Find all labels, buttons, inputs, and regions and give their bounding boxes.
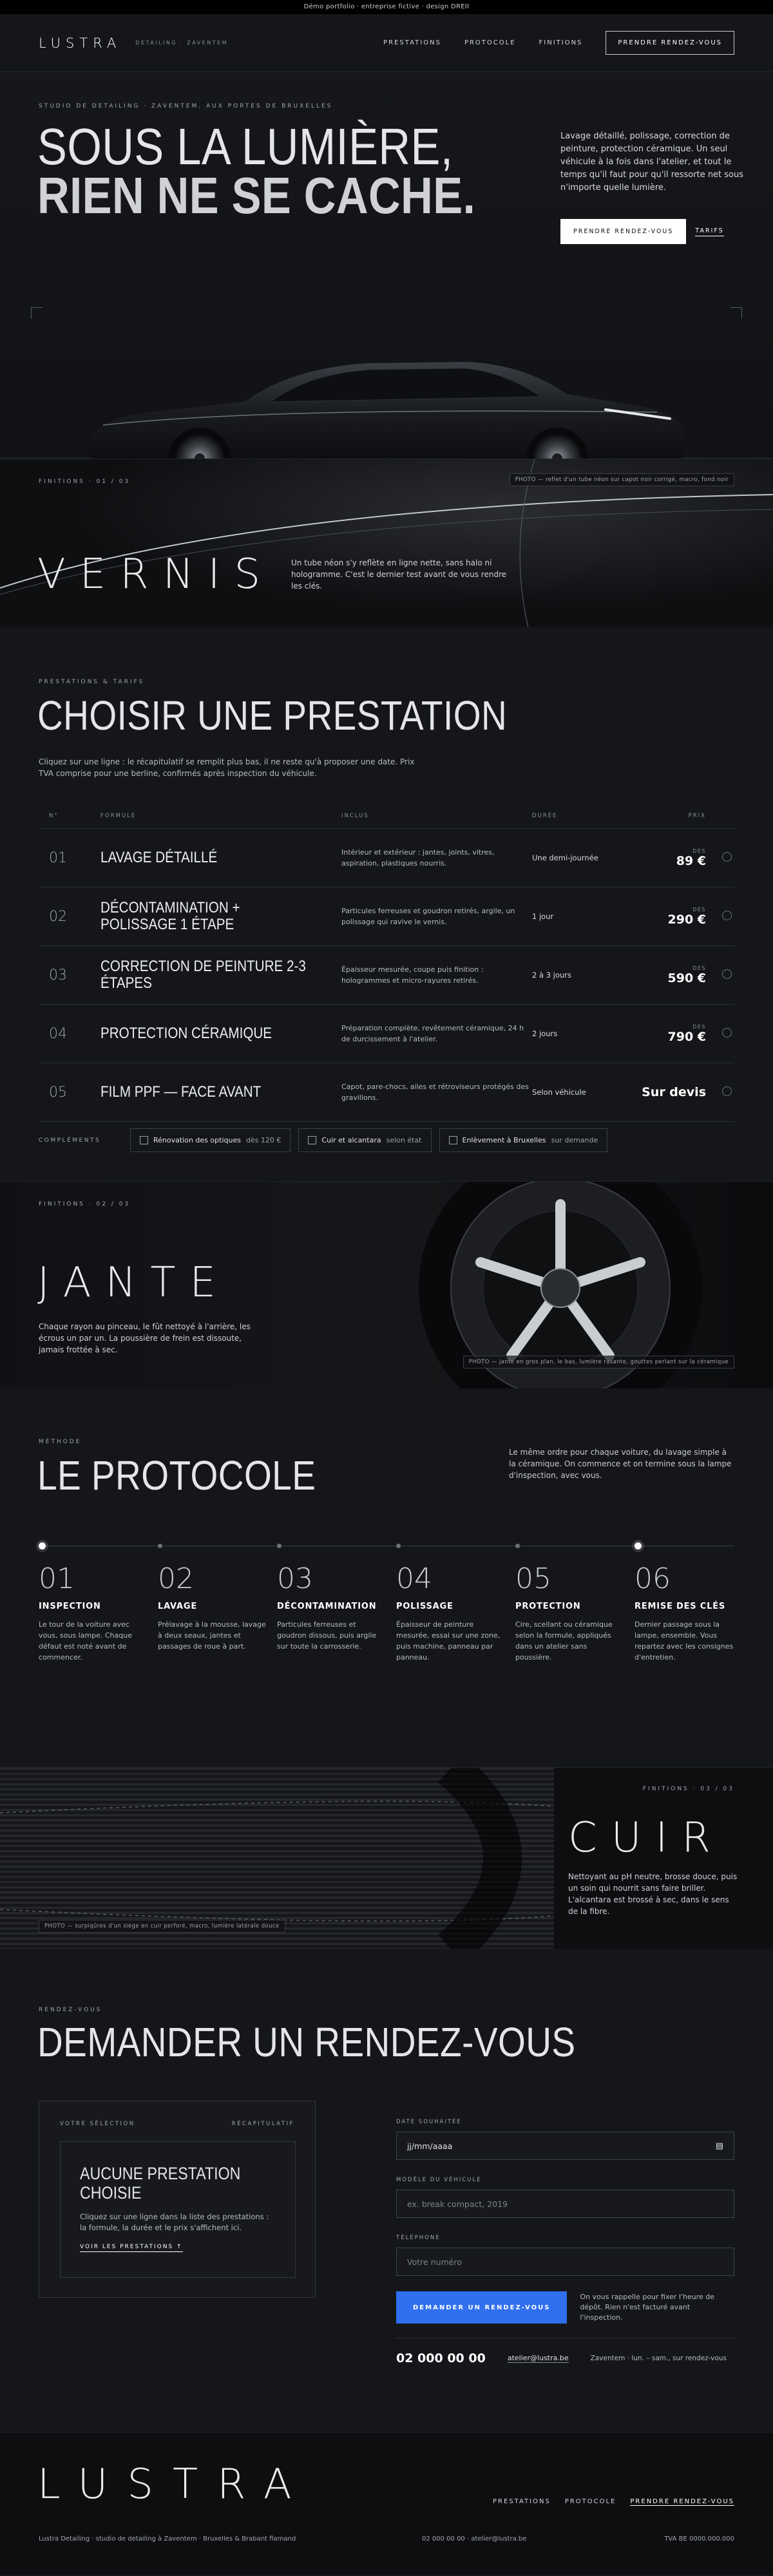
service-row[interactable]	[39, 1063, 734, 1122]
submit-booking-button[interactable]: DEMANDER UN RENDEZ-VOUS	[396, 2291, 567, 2324]
service-name: LAVAGE DÉTAILLÉ	[100, 849, 218, 866]
nav-link-prestations[interactable]: PRESTATIONS	[383, 39, 441, 46]
finish-title: JANTE	[37, 1259, 230, 1307]
price-prefix: DÈS	[692, 848, 706, 854]
step-number: 04	[396, 1562, 432, 1595]
summary-link[interactable]: VOIR LES PRESTATIONS ↑	[80, 2244, 183, 2252]
service-duration: Une demi-journée	[532, 853, 598, 862]
finish-eyebrow: FINITIONS · 01 / 03	[39, 478, 131, 485]
complements-label: COMPLÉMENTS	[39, 1137, 101, 1144]
service-price	[629, 965, 706, 985]
hero-prices-link[interactable]: TARIFS	[695, 227, 723, 236]
steps	[39, 1538, 734, 1663]
service-name: PROTECTION CÉRAMIQUE	[100, 1025, 272, 1042]
complement-label: Enlèvement à Bruxelles	[462, 1136, 546, 1144]
service-included: Épaisseur mesurée, coupe puis finition : hologrammes et micro-rayures retirés.	[341, 965, 484, 985]
phone-input[interactable]: Votre numéro	[396, 2248, 734, 2276]
finish-text: Un tube néon s'y reflète en ligne nette, sans halo ni hologramme. C'est le dernier test avant de vous rendre les clés.	[291, 558, 507, 591]
service-row[interactable]	[39, 829, 734, 887]
phone-label: TÉLÉPHONE	[396, 2235, 441, 2241]
finish-text: Chaque rayon au pinceau, le fût nettoyé à l'arrière, les écrous un par un. La poussière de frein est dissoute, jamais frottée à sec.	[39, 1322, 251, 1354]
step-text: Cire, scellant ou céramique selon la formule, appliqués dans un atelier sans poussière.	[515, 1620, 613, 1662]
date-input[interactable]	[396, 2132, 734, 2160]
service-row[interactable]	[39, 887, 734, 946]
service-radio[interactable]	[706, 911, 732, 923]
checkbox-icon	[449, 1136, 457, 1144]
protocol-section	[0, 1388, 773, 1767]
section-eyebrow: MÉTHODE	[39, 1439, 82, 1445]
service-radio[interactable]	[706, 1086, 732, 1099]
vehicle-model-input[interactable]: ex. break compact, 2019	[396, 2190, 734, 2218]
service-radio[interactable]	[706, 1028, 732, 1040]
photo-caption: PHOTO — reflet d'un tube néon sur capot noir corrigé, macro, fond noir	[510, 473, 734, 486]
hero-lede: Lavage détaillé, polissage, correction de peinture, protection céramique. Un seul véhicule à la fois dans l'atelier, et tout le temps qu'il faut pour qu'il ressorte net sous n'importe quelle lumière.	[560, 131, 744, 193]
finish-eyebrow: FINITIONS · 02 / 03	[39, 1201, 131, 1208]
services-section	[0, 627, 773, 1181]
checkbox-icon	[308, 1136, 316, 1144]
footer-contact: 02 000 00 00 · atelier@lustra.be	[422, 2535, 527, 2543]
step-title: LAVAGE	[158, 1602, 198, 1611]
book-appointment-button[interactable]: PRENDRE RENDEZ-VOUS	[606, 31, 734, 55]
booking-section	[0, 1949, 773, 2432]
step	[277, 1538, 396, 1663]
footer-link-prestations[interactable]: PRESTATIONS	[493, 2498, 551, 2505]
contact-row	[396, 2338, 734, 2365]
hero-title-line2: RIEN NE SE CACHE.	[37, 167, 476, 224]
complement-checkbox[interactable]	[130, 1128, 291, 1152]
service-name: DÉCONTAMINATION + POLISSAGE 1 ÉTAPE	[100, 899, 240, 933]
nav-link-finitions[interactable]: FINITIONS	[539, 39, 583, 46]
price-value: 590 €	[667, 971, 706, 985]
complement-label: Cuir et alcantara	[321, 1136, 381, 1144]
service-included: Capot, pare-chocs, ailes et rétroviseurs protégés des gravillons.	[341, 1083, 529, 1102]
nav-link-protocole[interactable]: PROTOCOLE	[464, 39, 516, 46]
step-title: POLISSAGE	[396, 1602, 453, 1611]
price-prefix: DÈS	[692, 1023, 706, 1030]
complement-sub: dès 120 €	[245, 1136, 282, 1144]
service-number: 03	[49, 967, 67, 983]
step	[158, 1538, 277, 1663]
step-dot	[635, 1542, 642, 1549]
hero-book-button[interactable]: PRENDRE RENDEZ-VOUS	[560, 219, 686, 244]
calendar-icon[interactable]: ▤	[715, 2141, 723, 2151]
step-text: Épaisseur de peinture mesurée, essai sur une zone, puis machine, panneau par panneau.	[396, 1620, 501, 1662]
service-duration: Selon véhicule	[532, 1088, 586, 1097]
table-header	[39, 813, 734, 829]
step-text: Le tour de la voiture avec vous, sous lampe. Chaque défaut est noté avant de commencer.	[39, 1620, 132, 1662]
hero-title	[37, 118, 476, 224]
step	[635, 1538, 734, 1663]
footer-logo[interactable]: LUSTRA	[37, 2461, 311, 2508]
site-footer	[0, 2432, 773, 2575]
finish-cuir	[0, 1767, 773, 1949]
service-duration: 1 jour	[532, 912, 554, 921]
demo-banner: Démo portfolio · entreprise fictive · design DREII	[0, 0, 773, 14]
step-dot	[158, 1544, 162, 1548]
logo[interactable]: LUSTRA	[39, 35, 122, 51]
finish-text: Nettoyant au pH neutre, brosse douce, puis un soin qui nourrit sans faire briller. L'alcantara est brossé à sec, dans le sens de la fibre.	[568, 1872, 738, 1916]
complement-sub: sur demande	[551, 1136, 598, 1144]
complement-checkbox[interactable]	[298, 1128, 431, 1152]
complement-label: Rénovation des optiques	[153, 1136, 241, 1144]
step-text: Particules ferreuses et goudron dissous, puis argile sur toute la carrosserie.	[277, 1620, 377, 1651]
step-text: Dernier passage sous la lampe, ensemble. Vous repartez avec les consignes d'entretien.	[635, 1620, 734, 1662]
main-nav	[383, 31, 734, 55]
service-row[interactable]	[39, 1005, 734, 1063]
column-header: PRIX	[688, 813, 706, 819]
step	[39, 1538, 158, 1663]
column-header: N°	[49, 813, 59, 819]
price-prefix: DÈS	[692, 906, 706, 913]
step-number: 06	[635, 1562, 671, 1595]
service-duration: 2 à 3 jours	[532, 971, 571, 980]
footer-nav	[493, 2498, 734, 2506]
section-eyebrow: RENDEZ-VOUS	[39, 2007, 102, 2013]
footer-link-book[interactable]: PRENDRE RENDEZ-VOUS	[630, 2498, 734, 2505]
finish-title: VERNIS	[37, 551, 275, 598]
step-text: Prélavage à la mousse, lavage à deux seaux, jantes et passages de roue à part.	[158, 1620, 266, 1651]
date-value: jj/mm/aaaa	[407, 2141, 453, 2151]
service-price	[629, 848, 706, 868]
service-radio[interactable]	[706, 969, 732, 981]
model-label: MODÈLE DU VÉHICULE	[396, 2177, 482, 2183]
finish-eyebrow: FINITIONS · 03 / 03	[642, 1786, 734, 1792]
step-number: 03	[277, 1562, 313, 1595]
footer-company: Lustra Detailing · studio de detailing à Zaventem · Bruxelles & Brabant flamand	[39, 2535, 296, 2543]
price-prefix: DÈS	[692, 965, 706, 971]
frame-corner	[31, 307, 43, 319]
footer-bottom	[39, 2535, 734, 2543]
service-price	[629, 1085, 706, 1099]
step-title: PROTECTION	[515, 1602, 581, 1611]
service-included: Préparation complète, revêtement céramique, 24 h de durcissement à l'atelier.	[341, 1024, 524, 1043]
step-number: 05	[515, 1562, 551, 1595]
protocol-intro: Le même ordre pour chaque voiture, du lavage simple à la céramique. On commence et on termine sous la lampe d'inspection, avec vous.	[509, 1448, 732, 1480]
service-number: 04	[49, 1025, 67, 1042]
step-dot	[515, 1544, 520, 1548]
submit-row	[396, 2291, 734, 2324]
section-title: DEMANDER UN RENDEZ-VOUS	[37, 2019, 576, 2065]
step	[396, 1538, 515, 1663]
summary-text: Cliquez sur une ligne dans la liste des prestations : la formule, la durée et le prix s'affichent ici.	[80, 2212, 269, 2232]
column-header: DURÉE	[532, 813, 558, 819]
hero	[0, 72, 773, 459]
services-intro: Cliquez sur une ligne : le récapitulatif se remplit plus bas, il ne reste qu'à proposer une date. Prix TVA comprise pour une berline, confirmés après inspection du véhicule.	[39, 757, 415, 778]
selection-summary	[39, 2101, 316, 2298]
price-value: 89 €	[676, 853, 706, 868]
section-eyebrow: PRESTATIONS & TARIFS	[39, 679, 145, 685]
service-price	[629, 1024, 706, 1044]
service-number: 05	[49, 1084, 67, 1101]
logo-tagline: DETAILING · ZAVENTEM	[135, 40, 229, 46]
summary-title: AUCUNE PRESTATION CHOISIE	[80, 2164, 241, 2202]
column-header: FORMULE	[100, 813, 137, 819]
hero-eyebrow: STUDIO DE DETAILING · ZAVENTEM, AUX PORTES DE BRUXELLES	[39, 103, 333, 109]
photo-caption: PHOTO — surpiqûres d'un siège en cuir perforé, macro, lumière latérale douce	[39, 1920, 285, 1933]
step-title: DÉCONTAMINATION	[277, 1602, 377, 1611]
price-value: 290 €	[667, 912, 706, 927]
finish-title: CUIR	[568, 1814, 725, 1862]
service-price	[629, 907, 706, 927]
column-header: INCLUS	[341, 813, 369, 819]
step-title: REMISE DES CLÉS	[635, 1602, 726, 1611]
summary-card	[60, 2141, 296, 2278]
step-title: INSPECTION	[39, 1602, 101, 1611]
step-number: 02	[158, 1562, 194, 1595]
booking-form	[396, 2119, 734, 2365]
complements	[39, 1128, 607, 1152]
service-number: 02	[49, 908, 67, 925]
contact-phone[interactable]: 02 000 00 00	[396, 2351, 486, 2365]
footer-vat: TVA BE 0000.000.000	[664, 2535, 734, 2543]
checkbox-icon	[140, 1136, 148, 1144]
price-value: 790 €	[667, 1029, 706, 1044]
service-included: Particules ferreuses et goudron retirés, argile, un polissage qui ravive le vernis.	[341, 907, 515, 926]
summary-label-right: RÉCAPITULATIF	[231, 2121, 294, 2127]
finish-vernis	[0, 459, 773, 627]
summary-label: VOTRE SÉLECTION	[60, 2121, 135, 2127]
service-name: FILM PPF — FACE AVANT	[100, 1083, 262, 1101]
step-dot	[396, 1544, 401, 1548]
step-dot	[39, 1542, 46, 1549]
service-name: CORRECTION DE PEINTURE 2-3 ÉTAPES	[100, 958, 306, 992]
price-value: Sur devis	[642, 1085, 706, 1099]
footer-link-protocole[interactable]: PROTOCOLE	[564, 2498, 616, 2505]
hero-title-line1: SOUS LA LUMIÈRE,	[37, 118, 453, 175]
service-included: Intérieur et extérieur : jantes, joints, vitres, aspiration, plastiques nourris.	[341, 848, 495, 867]
service-duration: 2 jours	[532, 1029, 558, 1038]
section-title: CHOISIR UNE PRESTATION	[37, 692, 508, 739]
services-table	[39, 813, 734, 1122]
step-dot	[277, 1544, 282, 1548]
step-number: 01	[39, 1562, 75, 1595]
date-label: DATE SOUHAITÉE	[396, 2119, 462, 2125]
section-title: LE PROTOCOLE	[37, 1452, 316, 1499]
site-header	[0, 14, 773, 72]
photo-caption: PHOTO — jante en gros plan, le bas, lumière rasante, gouttes perlant sur la céramique	[463, 1356, 734, 1368]
finish-jante	[0, 1181, 773, 1388]
contact-hours: Zaventem · lun. – sam., sur rendez-vous	[590, 2354, 727, 2362]
step	[515, 1538, 635, 1663]
complement-checkbox[interactable]	[439, 1128, 608, 1152]
complement-sub: selon état	[386, 1136, 422, 1144]
service-radio[interactable]	[706, 852, 732, 864]
service-number: 01	[49, 849, 67, 866]
submit-note: On vous rappelle pour fixer l'heure de dépôt. Rien n'est facturé avant l'inspection.	[580, 2293, 715, 2322]
hero-cta-group	[560, 219, 724, 244]
frame-corner	[730, 307, 742, 319]
service-row[interactable]	[39, 946, 734, 1005]
contact-email[interactable]: atelier@lustra.be	[507, 2354, 569, 2362]
